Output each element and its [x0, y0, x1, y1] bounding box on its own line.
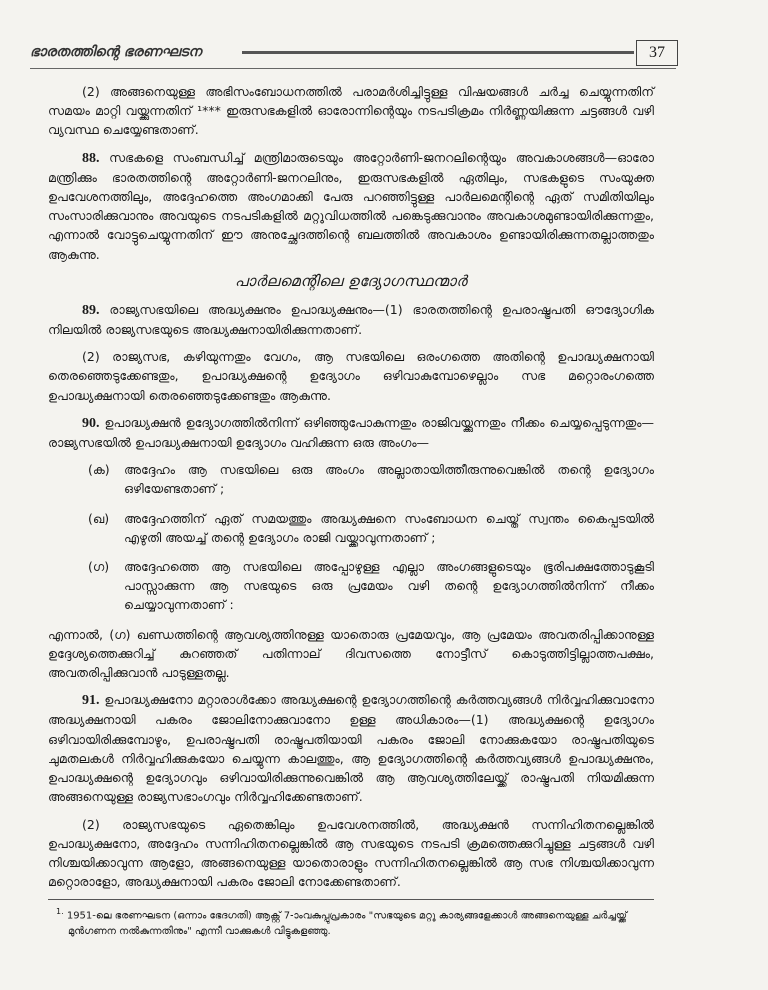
article-89-2: (2) രാജ്യസഭ, കഴിയുന്നതും വേഗം, ആ സഭയിലെ ഒരംഗത്തെ അതിന്റെ ഉപാദ്ധ്യക്ഷനായി തെരഞ്ഞെടുക്കേണ്ടതും, ഉപാദ്ധ്യക്ഷന്റെ ഉദ്യോഗം ഒഴിവാകുമ്പോഴെല്ലാം സഭ മറ്റൊരംഗത്തെ ഉപാദ്ധ്യക്ഷനായി തെരഞ്ഞെടുക്കേണ്ടതും ആകുന്നു.	[48, 349, 654, 403]
clause-mark: (ഖ)	[88, 510, 110, 526]
running-head: ഭാരതത്തിന്റെ ഭരണഘടന	[30, 44, 202, 60]
article-text: ഉപാദ്ധ്യക്ഷൻ ഉദ്യോഗത്തിൽനിന്ന് ഒഴിഞ്ഞുപോകുന്നതും രാജിവയ്ക്കുന്നതും നീക്കം ചെയ്യപ്പെടുന്നതും—രാജ്യസഭയിൽ ഉപാദ്ധ്യക്ഷനായി ഉദ്യോഗം വഹിക്കുന്ന ഒരു അംഗം—	[48, 414, 654, 451]
clause-a	[48, 460, 654, 498]
article-91	[48, 690, 654, 806]
clause-mark: (ക)	[88, 462, 110, 478]
footnote-mark: 1.	[56, 907, 64, 917]
article-text: ഉപാദ്ധ്യക്ഷനോ മറ്റാരാൾക്കോ അദ്ധ്യക്ഷന്റെ ഉദ്യോഗത്തിന്റെ കർത്തവ്യങ്ങൾ നിർവ്വഹിക്കുവാനോ അദ്ധ്യക്ഷനായി പകരം ജോലിനോക്കുവാനോ ഉള്ള അധികാരം—(1) അദ്ധ്യക്ഷന്റെ ഉദ്യോഗം ഒഴിവായിരിക്കുമ്പോഴും, ഉപരാഷ്ട്രപതി രാഷ്ട്രപതിയായി പകരം ജോലി നോക്കുകയോ രാഷ്ട്രപതിയുടെ ചുമതലകൾ നിർവ്വഹിക്കുകയോ ചെയ്യുന്ന കാലത്തും, ആ ഉദ്യോഗത്തിന്റെ കർത്തവ്യങ്ങൾ ഉപാദ്ധ്യക്ഷനും, ഉപാദ്ധ്യക്ഷന്റെ ഉദ്യോഗവും ഒഴിവായിരിക്കുന്നുവെങ്കിൽ ആ ആവശ്യത്തിലേയ്ക്ക് രാഷ്ട്രപതി നിയമിക്കുന്ന അങ്ങനെയുള്ള രാജ്യസഭാംഗവും നിർവ്വഹിക്കേണ്ടതാണ്.	[48, 692, 654, 805]
clause-b	[48, 509, 654, 547]
article-90	[48, 413, 654, 452]
section-title: പാർലമെന്റിലെ ഉദ്യോഗസ്ഥന്മാർ	[234, 271, 468, 290]
article-number: 90.	[82, 415, 100, 431]
footnote-rule	[48, 899, 654, 900]
article-text: രാജ്യസഭയിലെ അദ്ധ്യക്ഷനും ഉപാദ്ധ്യക്ഷനും—(1) ഭാരതത്തിന്റെ ഉപരാഷ്ട്രപതി ഔദ്യോഗിക നിലയിൽ രാജ്യസഭയുടെ അദ്ധ്യക്ഷനായിരിക്കുന്നതാണ്.	[48, 301, 654, 338]
article-text: സഭകളെ സംബന്ധിച്ച് മന്ത്രിമാരുടെയും അറ്റോർണി-ജനറലിന്റെയും അവകാശങ്ങൾ—ഓരോ മന്ത്രിക്കും ഭാരതത്തിന്റെ അറ്റോർണി-ജനറലിനും, ഇരുസഭകളിൽ ഏതിലും, സഭകളുടെ സംയുക്ത ഉപവേശനത്തിലും, അദ്ദേഹത്തെ അംഗമാക്കി പേരു പറഞ്ഞിട്ടുള്ള പാർലമെന്റിന്റെ ഏത് സമിതിയിലും സംസാരിക്കുവാനും അവയുടെ നടപടികളിൽ മറ്റുവിധത്തിൽ പങ്കെടുക്കുവാനും അവകാശമുണ്ടായിരിക്കുന്നതും, എന്നാൽ വോട്ടുചെയ്യുന്നതിന് ഈ അനുച്ഛേദത്തിന്റെ ബലത്തിൽ അവകാശം ഉണ്ടായിരിക്കുന്നതല്ലാത്തതും ആകുന്നു.	[48, 149, 654, 262]
clause-text: അദ്ദേഹം ആ സഭയിലെ ഒരു അംഗം അല്ലാതായിത്തീരുന്നുവെങ്കിൽ തന്റെ ഉദ്യോഗം ഒഴിയേണ്ടതാണ് ;	[124, 462, 654, 497]
page-number: 37	[636, 40, 678, 66]
page-body	[48, 82, 654, 939]
clause-text: അദ്ദേഹത്തിന് ഏത് സമയത്തും അദ്ധ്യക്ഷനെ സംബോധന ചെയ്ത് സ്വന്തം കൈപ്പടയിൽ എഴുതി അയച്ച് തന്റെ ഉദ്യോഗം രാജി വയ്ക്കാവുന്നതാണ് ;	[124, 510, 654, 545]
article-number: 89.	[82, 302, 100, 318]
article-number: 91.	[82, 693, 100, 709]
footnote	[48, 904, 654, 938]
paragraph-87-2: (2) അങ്ങനെയുള്ള അഭിസംബോധനത്തിൽ പരാമർശിച്ചിട്ടുള്ള വിഷയങ്ങൾ ചർച്ച ചെയ്യുന്നതിന് സമയം മാറ്റി വയ്ക്കുന്നതിന് ¹*** ഇരുസഭകളിൽ ഓരോന്നിന്റെയും നടപടിക്രമം നിർണ്ണയിക്കുന്ന ചട്ടങ്ങൾ വഴി വ്യവസ്ഥ ചെയ്യേണ്ടതാണ്.	[48, 84, 654, 138]
clause-c	[48, 557, 654, 615]
article-91-2: (2) രാജ്യസഭയുടെ ഏതെങ്കിലും ഉപവേശനത്തിൽ, അദ്ധ്യക്ഷൻ സന്നിഹിതനല്ലെങ്കിൽ ഉപാദ്ധ്യക്ഷനോ, അദ്ദേഹം സന്നിഹിതനല്ലെങ്കിൽ ആ സഭയുടെ നടപടി ക്രമത്തെക്കുറിച്ചുള്ള ചട്ടങ്ങൾ വഴി നിശ്ചയിക്കാവുന്ന ആളോ, അങ്ങനെയുള്ള യാതൊരാളും സന്നിഹിതനല്ലെങ്കിൽ ആ സഭ നിശ്ചയിക്കാവുന്ന മറ്റൊരാളോ, അദ്ധ്യക്ഷനായി പകരം ജോലി നോക്കേണ്ടതാണ്.	[48, 816, 654, 890]
header-rule	[242, 51, 634, 54]
footnote-text: 1951-ലെ ഭരണഘടന (ഒന്നാം ഭേദഗതി) ആക്റ്റ് 7-ാംവകുപ്പുപ്രകാരം "സഭയുടെ മറ്റു കാര്യങ്ങളേക്കാൾ അങ്ങനെയുള്ള ചർച്ചയ്ക്ക് മുൻഗണന നൽകുന്നതിനും" എന്നീ വാക്കുകൾ വിട്ടുകളഞ്ഞു.	[66, 910, 628, 937]
article-89	[48, 300, 654, 339]
article-88	[48, 148, 654, 264]
clause-mark: (ഗ)	[88, 559, 110, 575]
article-number: 88.	[82, 150, 100, 166]
page-header	[30, 40, 710, 72]
proviso: എന്നാൽ, (ഗ) ഖണ്ഡത്തിന്റെ ആവശ്യത്തിനുള്ള യാതൊരു പ്രമേയവും, ആ പ്രമേയം അവതരിപ്പിക്കാനുള്ള ഉദ്ദേശ്യത്തെക്കുറിച്ച് കുറഞ്ഞത് പതിന്നാല് ദിവസത്തെ നോട്ടീസ് കൊടുത്തിട്ടില്ലാത്തപക്ഷം, അവതരിപ്പിക്കുവാൻ പാടുള്ളതല്ല.	[48, 626, 654, 681]
clause-text: അദ്ദേഹത്തെ ആ സഭയിലെ അപ്പോഴുള്ള എല്ലാ അംഗങ്ങളുടെയും ഭൂരിപക്ഷത്തോടുകൂടി പാസ്സാക്കുന്ന ആ സഭയുടെ ഒരു പ്രമേയം വഴി തന്റെ ഉദ്യോഗത്തിൽനിന്ന് നീക്കം ചെയ്യാവുന്നതാണ് :	[124, 559, 654, 613]
header-underline	[30, 68, 676, 69]
